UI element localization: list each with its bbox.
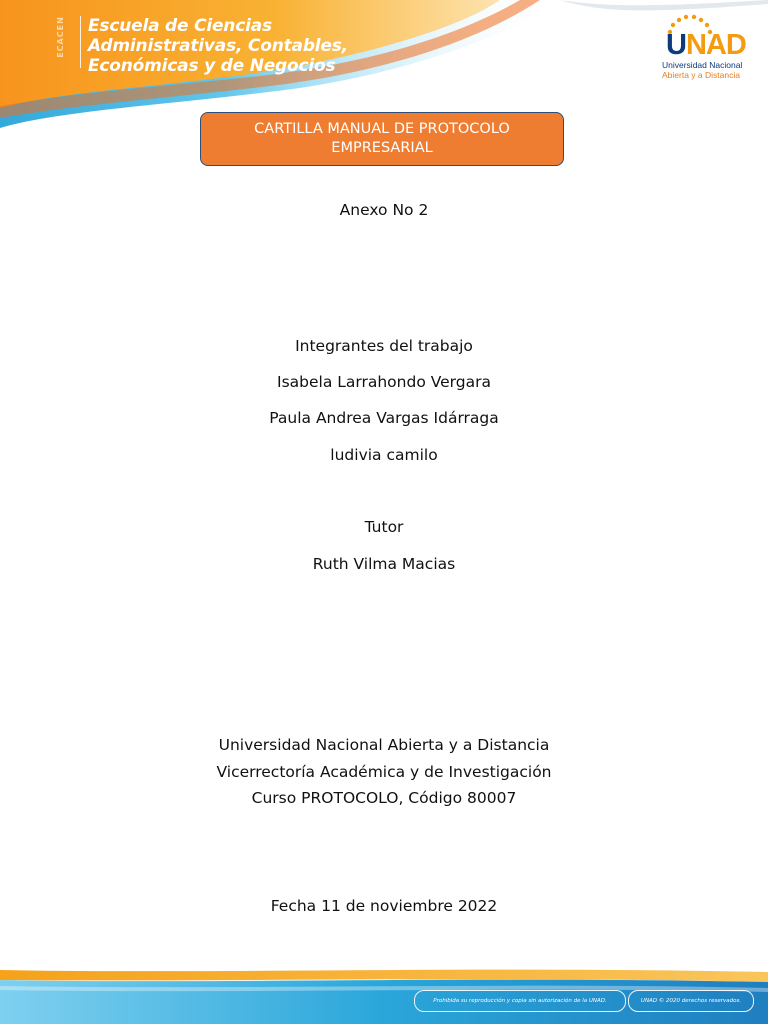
- tutor-heading: Tutor: [364, 518, 404, 536]
- document-title: CARTILLA MANUAL DE PROTOCOLO EMPRESARIAL: [254, 121, 510, 156]
- logo-letter-u: U: [666, 29, 686, 61]
- course-line: Curso PROTOCOLO, Código 80007: [251, 789, 517, 807]
- member-name: Isabela Larrahondo Vergara: [277, 373, 491, 391]
- school-name-line: Escuela de Ciencias: [88, 16, 272, 36]
- logo-wordmark: [666, 30, 746, 60]
- unad-logo: [660, 14, 750, 80]
- document-title-box: [200, 112, 564, 166]
- logo-line-1: Universidad Nacional: [662, 60, 743, 70]
- logo-letters-nad: NAD: [685, 29, 746, 61]
- date-line: Fecha 11 de noviembre 2022: [270, 897, 498, 915]
- school-divider: [80, 16, 81, 68]
- institution-line: Vicerrectoría Académica y de Investigación: [216, 763, 552, 781]
- school-name: [88, 16, 348, 76]
- logo-line-2: Abierta y a Distancia: [662, 70, 740, 80]
- school-acronym: ECACEN: [56, 16, 65, 58]
- school-name-line: Administrativas, Contables,: [88, 36, 348, 56]
- footer-copyright-text: UNAD © 2020 derechos reservados.: [640, 998, 742, 1004]
- footer-copyright: [628, 990, 754, 1012]
- footer-notice-text: Prohibida su reproducción y copia sin autorización de la UNAD.: [433, 998, 607, 1004]
- annex-label: Anexo No 2: [339, 201, 429, 219]
- members-heading: Integrantes del trabajo: [295, 337, 473, 355]
- tutor-name: Ruth Vilma Macias: [312, 555, 456, 573]
- school-name-line: Económicas y de Negocios: [88, 56, 336, 76]
- footer-notice: [414, 990, 626, 1012]
- member-name: ludivia camilo: [330, 446, 438, 464]
- institution-line: Universidad Nacional Abierta y a Distancia: [218, 736, 550, 754]
- member-name: Paula Andrea Vargas Idárraga: [269, 409, 499, 427]
